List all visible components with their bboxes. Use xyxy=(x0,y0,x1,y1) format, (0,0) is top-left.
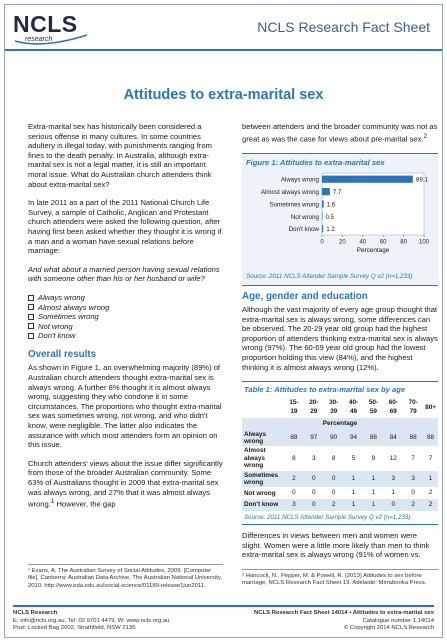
option-item: Don't know xyxy=(28,331,223,341)
category-label: Almost always wrong xyxy=(260,189,319,197)
data-label: 1.6 xyxy=(326,201,336,209)
option-item: Always wrong xyxy=(28,293,223,303)
figure-title: Figure 1: Attitudes to extra-marital sex xyxy=(246,157,385,167)
table-row: Not wrong 0 0 0 1 1 1 0 2 xyxy=(244,489,433,497)
left-column xyxy=(28,122,223,518)
footer-catalogue: Catalogue number 1.14014 xyxy=(362,617,434,624)
x-tick-label: 60 xyxy=(379,239,387,246)
footer-post: Post: Locked Bag 2002, Strathfield, NSW 2135 xyxy=(13,625,136,632)
gender-paragraph: Differences in views between men and women were slight. Women were a little more likely than men to think extra-marital sex is always wrong (91% of women vs. xyxy=(242,531,430,560)
table-header-row: 15-19 20-29 30-39 40-49 50-59 60-69 70-79 80+ xyxy=(289,398,436,416)
checkbox-icon xyxy=(28,333,34,339)
bar-chart xyxy=(246,169,434,267)
answer-options xyxy=(28,293,223,341)
footer-sheet: NCLS Research Fact Sheet 14014 • Attitudes to extra-marital sex xyxy=(254,610,434,616)
checkbox-icon xyxy=(28,304,34,310)
category-label: Always wrong xyxy=(280,176,319,184)
table-row: Always wrong 88 97 90 94 88 84 88 88 xyxy=(242,430,438,447)
bar xyxy=(322,213,323,220)
footer-left xyxy=(13,610,233,633)
table-1 xyxy=(242,381,438,525)
header-title: NCLS Research Fact Sheet xyxy=(257,19,430,35)
footer-org: NCLS Research xyxy=(13,610,58,616)
footer-contact: E: info@ncls.org.au, Tel: 02 9701 4479, W: www.ncls.org.au xyxy=(13,617,170,624)
footnote-2: ² Hancock, N., Pepper, M. & Powell, R. (2013) Attitudes to sex before marriage, NCLS Research Fact Sheet 19. Adelaide: Mirrabooka Press. xyxy=(242,569,438,588)
category-label: Don't know xyxy=(288,226,319,234)
overall-results-heading: Overall results xyxy=(28,348,97,360)
option-item: Not wrong xyxy=(28,322,223,332)
footer-right xyxy=(214,610,434,633)
right-column xyxy=(242,122,438,569)
intro-paragraph: Extra-marital sex has historically been considered a serious offense in many cultures. In some countries adultery is illegal today, with punishments ranging from fines to the death penalty. In Australia, although extra-marital sex is not a legal matter, it is still an important moral issue. What do Australian church attenders think about extra-marital sex? xyxy=(28,122,212,189)
x-tick-label: 0 xyxy=(320,239,324,246)
x-tick-label: 80 xyxy=(400,239,407,246)
table-subheader-row: Percentage xyxy=(242,418,438,430)
age-section-heading: Age, gender and education xyxy=(242,290,368,302)
table-row: Sometimes wrong 2 0 0 1 1 3 3 1 xyxy=(242,471,438,488)
page-footer xyxy=(13,605,434,632)
ncls-logo xyxy=(13,11,93,47)
option-item: Sometimes wrong xyxy=(28,312,223,322)
footnote-1: ¹ Evans, A. The Australian Survey of Social Attitudes, 2009. [Computer file]. Canberra: Australian Data Archive, The Australian National University, 2010. http://www.eda.edu.au/social-science/01189-release1jun2011. xyxy=(28,564,223,590)
footer-copyright: © Copyright 2014 NCLS Research xyxy=(343,625,434,632)
checkbox-icon xyxy=(28,295,34,301)
x-tick-label: 100 xyxy=(418,239,430,246)
table-source: Source: 2011 NCLS Attender Sample Survey Q v2 (n=1,233). xyxy=(244,513,413,521)
table-row: Almost always wrong 8 3 8 5 9 12 7 7 xyxy=(244,447,433,470)
checkbox-icon xyxy=(28,314,34,320)
figure-source: Source: 2011 NCLS Attender Sample Survey Q v2 (n=1,233). xyxy=(246,272,415,280)
continuation-paragraph: between attenders and the broader community was not as great as was the case for views about pre-marital sex.$^2$ xyxy=(242,122,438,144)
community-paragraph: Church attenders' views about the issue differ significantly from those of the broader Australian community. Some 63% of Australians thought in 2009 that extra-marital sex was always wrong, and 27% that it was almost always wrong.$^1$ However, the gap xyxy=(28,458,223,509)
category-label: Sometimes wrong xyxy=(269,201,319,209)
table-row: Don't know 3 0 2 1 1 0 2 2 xyxy=(242,499,438,511)
x-tick-label: 40 xyxy=(359,239,367,246)
bar xyxy=(322,226,323,233)
figure-1 xyxy=(242,153,438,286)
age-paragraph: Although the vast majority of every age group thought that extra-marital sex is always wrong, some differences can be observed. The 20-29 year old group had the highest proportion of attenders thinking extra-marital sex is always wrong (97%). The 60-69 year old group had the lowest proportion holding this view (84%), and the highest thinking it is almost always wrong (12%). xyxy=(242,305,438,372)
page-header xyxy=(5,5,442,51)
x-axis-label: Percentage xyxy=(356,247,390,255)
bar xyxy=(322,176,413,183)
data-label: 89.1 xyxy=(415,176,428,184)
checkbox-icon xyxy=(28,323,34,329)
x-tick-label: 20 xyxy=(339,239,346,246)
data-label: 7.7 xyxy=(332,189,342,197)
bar xyxy=(322,201,324,208)
logo-text: NCLS xyxy=(13,11,78,37)
table-title: Table 1: Attitudes to extra-marital sex by age xyxy=(244,385,406,395)
overall-paragraph: As shown in Figure 1, an overwhelming majority (89%) of Australian church attenders thought extra-marital sex is always wrong. A further 8% thought it is almost always wrong, suggesting they who condone it in some circumstances. The proportions who thought extra-marital sex was sometimes wrong, not wrong, and who didn't know, were negligible. The latter also indicates the assurance with which most attenders form an opinion on this issue. xyxy=(28,363,222,450)
age-table xyxy=(242,397,438,511)
data-label: 1.2 xyxy=(326,226,335,234)
page-title: Attitudes to extra-marital sex xyxy=(123,87,324,103)
logo-subtext: research xyxy=(25,36,53,43)
survey-paragraph: In late 2011 as a part of the 2011 National Church Life Survey, a sample of Catholic, Anglican and Protestant church attenders were asked the following question, after having first been asked whether they thought it is wrong if a man and a woman have sexual relations before marriage: xyxy=(28,198,222,256)
survey-question: And what about a married person having sexual relations with someone other than his or her husband or wife? xyxy=(28,264,220,284)
category-label: Not wrong xyxy=(290,214,319,222)
data-label: 0.5 xyxy=(325,214,335,222)
bar xyxy=(322,188,330,195)
option-item: Almost always wrong xyxy=(28,303,223,313)
fact-sheet-page xyxy=(4,4,443,638)
